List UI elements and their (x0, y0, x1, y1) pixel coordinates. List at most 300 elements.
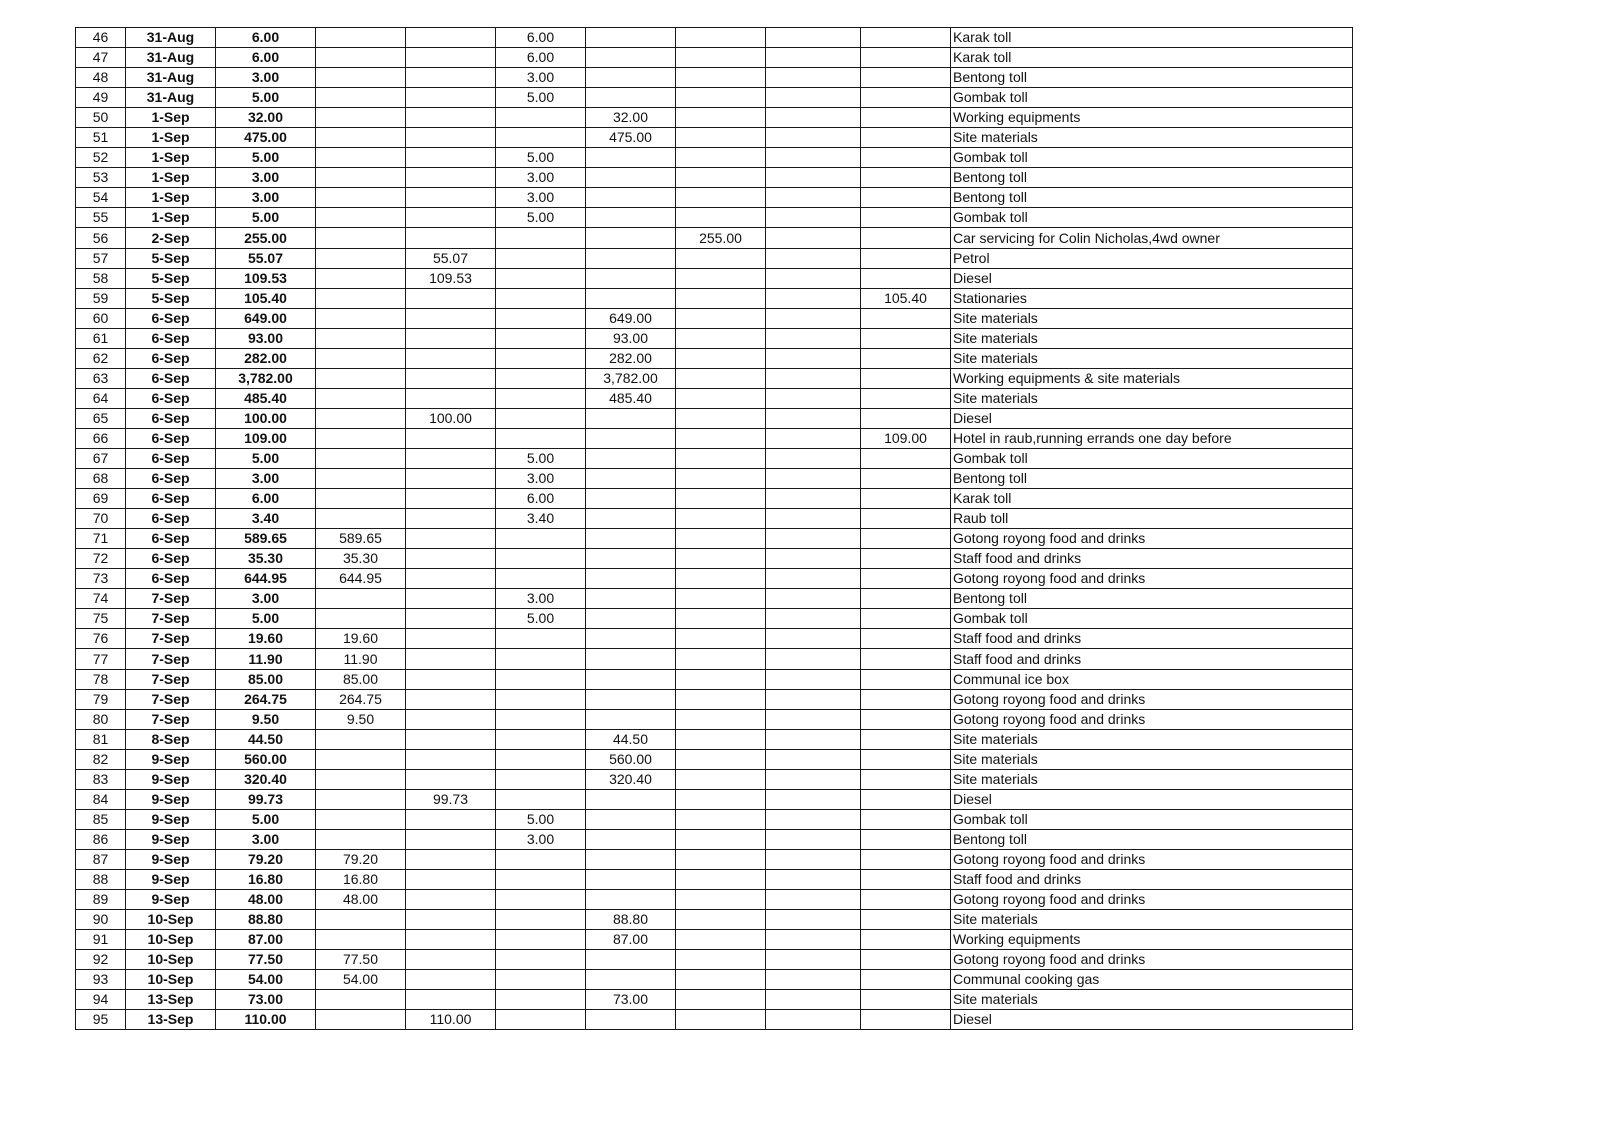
food-amount-cell (316, 509, 406, 529)
date-cell: 5-Sep (126, 268, 216, 288)
misc-amount-cell (861, 549, 951, 569)
fuel-amount-cell (406, 609, 496, 629)
row-number: 60 (76, 308, 126, 328)
misc-amount-cell (861, 769, 951, 789)
empty-amount-cell (766, 408, 861, 428)
servicing-amount-cell (676, 509, 766, 529)
total-amount-cell: 5.00 (216, 448, 316, 468)
table-row (76, 950, 1353, 970)
description-cell: Site materials (951, 729, 1353, 749)
materials-amount-cell (586, 1010, 676, 1030)
table-row (76, 368, 1353, 388)
table-row (76, 769, 1353, 789)
description-cell: Working equipments & site materials (951, 368, 1353, 388)
materials-amount-cell (586, 248, 676, 268)
food-amount-cell (316, 448, 406, 468)
misc-amount-cell (861, 869, 951, 889)
materials-amount-cell (586, 148, 676, 168)
date-cell: 1-Sep (126, 108, 216, 128)
row-number: 72 (76, 549, 126, 569)
table-row (76, 168, 1353, 188)
toll-amount-cell (496, 108, 586, 128)
food-amount-cell: 48.00 (316, 890, 406, 910)
date-cell: 31-Aug (126, 88, 216, 108)
toll-amount-cell (496, 288, 586, 308)
description-cell: Car servicing for Colin Nicholas,4wd owner (951, 228, 1353, 248)
date-cell: 1-Sep (126, 148, 216, 168)
toll-amount-cell (496, 549, 586, 569)
fuel-amount-cell (406, 910, 496, 930)
date-cell: 10-Sep (126, 970, 216, 990)
materials-amount-cell: 88.80 (586, 910, 676, 930)
toll-amount-cell (496, 849, 586, 869)
row-number: 49 (76, 88, 126, 108)
row-number: 86 (76, 829, 126, 849)
materials-amount-cell (586, 849, 676, 869)
total-amount-cell: 5.00 (216, 208, 316, 228)
food-amount-cell (316, 428, 406, 448)
description-cell: Bentong toll (951, 829, 1353, 849)
empty-amount-cell (766, 489, 861, 509)
total-amount-cell: 77.50 (216, 950, 316, 970)
empty-amount-cell (766, 669, 861, 689)
materials-amount-cell: 475.00 (586, 128, 676, 148)
empty-amount-cell (766, 28, 861, 48)
fuel-amount-cell (406, 589, 496, 609)
date-cell: 2-Sep (126, 228, 216, 248)
date-cell: 10-Sep (126, 930, 216, 950)
materials-amount-cell (586, 168, 676, 188)
total-amount-cell: 320.40 (216, 769, 316, 789)
total-amount-cell: 255.00 (216, 228, 316, 248)
row-number: 88 (76, 869, 126, 889)
total-amount-cell: 85.00 (216, 669, 316, 689)
materials-amount-cell (586, 489, 676, 509)
toll-amount-cell (496, 869, 586, 889)
toll-amount-cell: 3.00 (496, 188, 586, 208)
empty-amount-cell (766, 769, 861, 789)
date-cell: 1-Sep (126, 188, 216, 208)
food-amount-cell (316, 168, 406, 188)
table-row (76, 970, 1353, 990)
materials-amount-cell (586, 829, 676, 849)
fuel-amount-cell: 55.07 (406, 248, 496, 268)
materials-amount-cell (586, 629, 676, 649)
table-row (76, 709, 1353, 729)
row-number: 94 (76, 990, 126, 1010)
materials-amount-cell (586, 188, 676, 208)
date-cell: 5-Sep (126, 288, 216, 308)
misc-amount-cell (861, 188, 951, 208)
fuel-amount-cell: 100.00 (406, 408, 496, 428)
table-row (76, 68, 1353, 88)
food-amount-cell (316, 28, 406, 48)
fuel-amount-cell (406, 228, 496, 248)
toll-amount-cell (496, 950, 586, 970)
toll-amount-cell: 3.00 (496, 829, 586, 849)
servicing-amount-cell (676, 248, 766, 268)
empty-amount-cell (766, 569, 861, 589)
description-cell: Gombak toll (951, 88, 1353, 108)
row-number: 52 (76, 148, 126, 168)
food-amount-cell (316, 789, 406, 809)
servicing-amount-cell (676, 809, 766, 829)
food-amount-cell (316, 208, 406, 228)
fuel-amount-cell (406, 188, 496, 208)
misc-amount-cell (861, 589, 951, 609)
toll-amount-cell (496, 649, 586, 669)
toll-amount-cell (496, 749, 586, 769)
table-row (76, 469, 1353, 489)
toll-amount-cell: 3.00 (496, 68, 586, 88)
date-cell: 7-Sep (126, 689, 216, 709)
total-amount-cell: 5.00 (216, 609, 316, 629)
table-row (76, 910, 1353, 930)
toll-amount-cell: 6.00 (496, 489, 586, 509)
description-cell: Gotong royong food and drinks (951, 709, 1353, 729)
materials-amount-cell (586, 569, 676, 589)
date-cell: 10-Sep (126, 950, 216, 970)
toll-amount-cell: 5.00 (496, 148, 586, 168)
row-number: 59 (76, 288, 126, 308)
materials-amount-cell (586, 68, 676, 88)
description-cell: Gotong royong food and drinks (951, 529, 1353, 549)
servicing-amount-cell (676, 348, 766, 368)
total-amount-cell: 3.00 (216, 168, 316, 188)
total-amount-cell: 6.00 (216, 489, 316, 509)
servicing-amount-cell (676, 1010, 766, 1030)
description-cell: Diesel (951, 268, 1353, 288)
materials-amount-cell (586, 448, 676, 468)
description-cell: Diesel (951, 408, 1353, 428)
toll-amount-cell (496, 348, 586, 368)
misc-amount-cell (861, 68, 951, 88)
row-number: 90 (76, 910, 126, 930)
row-number: 50 (76, 108, 126, 128)
date-cell: 31-Aug (126, 68, 216, 88)
total-amount-cell: 5.00 (216, 809, 316, 829)
empty-amount-cell (766, 388, 861, 408)
date-cell: 31-Aug (126, 48, 216, 68)
food-amount-cell: 19.60 (316, 629, 406, 649)
description-cell: Gombak toll (951, 208, 1353, 228)
food-amount-cell (316, 1010, 406, 1030)
total-amount-cell: 55.07 (216, 248, 316, 268)
empty-amount-cell (766, 68, 861, 88)
fuel-amount-cell: 110.00 (406, 1010, 496, 1030)
food-amount-cell (316, 729, 406, 749)
toll-amount-cell: 6.00 (496, 48, 586, 68)
empty-amount-cell (766, 328, 861, 348)
misc-amount-cell (861, 368, 951, 388)
food-amount-cell (316, 769, 406, 789)
date-cell: 10-Sep (126, 910, 216, 930)
servicing-amount-cell (676, 168, 766, 188)
misc-amount-cell (861, 108, 951, 128)
date-cell: 9-Sep (126, 749, 216, 769)
empty-amount-cell (766, 348, 861, 368)
fuel-amount-cell (406, 88, 496, 108)
fuel-amount-cell (406, 809, 496, 829)
total-amount-cell: 3,782.00 (216, 368, 316, 388)
date-cell: 9-Sep (126, 769, 216, 789)
toll-amount-cell (496, 729, 586, 749)
row-number: 85 (76, 809, 126, 829)
misc-amount-cell (861, 489, 951, 509)
date-cell: 6-Sep (126, 348, 216, 368)
materials-amount-cell: 485.40 (586, 388, 676, 408)
misc-amount-cell (861, 950, 951, 970)
food-amount-cell (316, 128, 406, 148)
total-amount-cell: 485.40 (216, 388, 316, 408)
table-row (76, 48, 1353, 68)
row-number: 71 (76, 529, 126, 549)
date-cell: 1-Sep (126, 208, 216, 228)
description-cell: Bentong toll (951, 168, 1353, 188)
misc-amount-cell (861, 629, 951, 649)
empty-amount-cell (766, 428, 861, 448)
table-row (76, 348, 1353, 368)
row-number: 63 (76, 368, 126, 388)
table-row (76, 248, 1353, 268)
empty-amount-cell (766, 228, 861, 248)
row-number: 51 (76, 128, 126, 148)
row-number: 66 (76, 428, 126, 448)
empty-amount-cell (766, 729, 861, 749)
fuel-amount-cell (406, 148, 496, 168)
toll-amount-cell (496, 669, 586, 689)
servicing-amount-cell (676, 268, 766, 288)
row-number: 74 (76, 589, 126, 609)
food-amount-cell (316, 589, 406, 609)
fuel-amount-cell: 109.53 (406, 268, 496, 288)
misc-amount-cell (861, 408, 951, 428)
materials-amount-cell (586, 88, 676, 108)
toll-amount-cell: 3.00 (496, 469, 586, 489)
fuel-amount-cell (406, 950, 496, 970)
empty-amount-cell (766, 529, 861, 549)
table-row (76, 649, 1353, 669)
toll-amount-cell (496, 789, 586, 809)
description-cell: Site materials (951, 308, 1353, 328)
servicing-amount-cell (676, 469, 766, 489)
materials-amount-cell: 320.40 (586, 769, 676, 789)
date-cell: 13-Sep (126, 990, 216, 1010)
description-cell: Site materials (951, 749, 1353, 769)
description-cell: Karak toll (951, 48, 1353, 68)
empty-amount-cell (766, 509, 861, 529)
food-amount-cell: 589.65 (316, 529, 406, 549)
table-row (76, 629, 1353, 649)
table-row (76, 549, 1353, 569)
fuel-amount-cell (406, 68, 496, 88)
empty-amount-cell (766, 148, 861, 168)
description-cell: Gombak toll (951, 148, 1353, 168)
toll-amount-cell (496, 970, 586, 990)
empty-amount-cell (766, 448, 861, 468)
description-cell: Gombak toll (951, 448, 1353, 468)
food-amount-cell (316, 268, 406, 288)
servicing-amount-cell (676, 990, 766, 1010)
description-cell: Diesel (951, 789, 1353, 809)
materials-amount-cell (586, 208, 676, 228)
servicing-amount-cell (676, 729, 766, 749)
description-cell: Raub toll (951, 509, 1353, 529)
food-amount-cell (316, 829, 406, 849)
misc-amount-cell (861, 388, 951, 408)
servicing-amount-cell (676, 930, 766, 950)
row-number: 95 (76, 1010, 126, 1030)
description-cell: Site materials (951, 348, 1353, 368)
fuel-amount-cell (406, 388, 496, 408)
row-number: 80 (76, 709, 126, 729)
total-amount-cell: 32.00 (216, 108, 316, 128)
servicing-amount-cell (676, 388, 766, 408)
misc-amount-cell (861, 28, 951, 48)
table-row (76, 28, 1353, 48)
date-cell: 6-Sep (126, 529, 216, 549)
fuel-amount-cell (406, 649, 496, 669)
materials-amount-cell: 560.00 (586, 749, 676, 769)
servicing-amount-cell (676, 789, 766, 809)
misc-amount-cell (861, 749, 951, 769)
row-number: 87 (76, 849, 126, 869)
total-amount-cell: 264.75 (216, 689, 316, 709)
servicing-amount-cell (676, 288, 766, 308)
total-amount-cell: 6.00 (216, 28, 316, 48)
food-amount-cell (316, 148, 406, 168)
empty-amount-cell (766, 869, 861, 889)
toll-amount-cell (496, 328, 586, 348)
servicing-amount-cell (676, 829, 766, 849)
date-cell: 6-Sep (126, 509, 216, 529)
food-amount-cell: 35.30 (316, 549, 406, 569)
food-amount-cell: 644.95 (316, 569, 406, 589)
misc-amount-cell (861, 809, 951, 829)
empty-amount-cell (766, 829, 861, 849)
toll-amount-cell: 6.00 (496, 28, 586, 48)
food-amount-cell (316, 328, 406, 348)
food-amount-cell (316, 48, 406, 68)
row-number: 73 (76, 569, 126, 589)
food-amount-cell (316, 388, 406, 408)
food-amount-cell (316, 368, 406, 388)
table-row (76, 208, 1353, 228)
servicing-amount-cell (676, 970, 766, 990)
materials-amount-cell (586, 428, 676, 448)
misc-amount-cell (861, 930, 951, 950)
table-row (76, 308, 1353, 328)
servicing-amount-cell (676, 529, 766, 549)
empty-amount-cell (766, 629, 861, 649)
food-amount-cell (316, 108, 406, 128)
materials-amount-cell (586, 609, 676, 629)
description-cell: Site materials (951, 128, 1353, 148)
materials-amount-cell: 32.00 (586, 108, 676, 128)
fuel-amount-cell (406, 549, 496, 569)
description-cell: Communal ice box (951, 669, 1353, 689)
table-row (76, 88, 1353, 108)
materials-amount-cell: 93.00 (586, 328, 676, 348)
empty-amount-cell (766, 789, 861, 809)
total-amount-cell: 3.00 (216, 68, 316, 88)
description-cell: Site materials (951, 769, 1353, 789)
total-amount-cell: 3.00 (216, 188, 316, 208)
date-cell: 9-Sep (126, 829, 216, 849)
row-number: 77 (76, 649, 126, 669)
servicing-amount-cell (676, 368, 766, 388)
row-number: 70 (76, 509, 126, 529)
toll-amount-cell: 3.00 (496, 168, 586, 188)
date-cell: 7-Sep (126, 649, 216, 669)
description-cell: Gotong royong food and drinks (951, 849, 1353, 869)
total-amount-cell: 109.53 (216, 268, 316, 288)
materials-amount-cell (586, 28, 676, 48)
description-cell: Site materials (951, 910, 1353, 930)
row-number: 89 (76, 890, 126, 910)
fuel-amount-cell (406, 729, 496, 749)
row-number: 92 (76, 950, 126, 970)
fuel-amount-cell (406, 930, 496, 950)
date-cell: 5-Sep (126, 248, 216, 268)
food-amount-cell (316, 308, 406, 328)
empty-amount-cell (766, 809, 861, 829)
row-number: 55 (76, 208, 126, 228)
misc-amount-cell (861, 669, 951, 689)
fuel-amount-cell (406, 849, 496, 869)
servicing-amount-cell (676, 890, 766, 910)
toll-amount-cell (496, 709, 586, 729)
toll-amount-cell (496, 1010, 586, 1030)
total-amount-cell: 110.00 (216, 1010, 316, 1030)
materials-amount-cell (586, 469, 676, 489)
total-amount-cell: 35.30 (216, 549, 316, 569)
fuel-amount-cell (406, 669, 496, 689)
date-cell: 6-Sep (126, 328, 216, 348)
total-amount-cell: 87.00 (216, 930, 316, 950)
fuel-amount-cell (406, 749, 496, 769)
description-cell: Staff food and drinks (951, 869, 1353, 889)
food-amount-cell: 77.50 (316, 950, 406, 970)
fuel-amount-cell (406, 128, 496, 148)
total-amount-cell: 48.00 (216, 890, 316, 910)
servicing-amount-cell (676, 108, 766, 128)
food-amount-cell (316, 248, 406, 268)
toll-amount-cell: 3.00 (496, 589, 586, 609)
table-row (76, 128, 1353, 148)
date-cell: 9-Sep (126, 789, 216, 809)
food-amount-cell (316, 469, 406, 489)
table-row (76, 849, 1353, 869)
materials-amount-cell (586, 869, 676, 889)
food-amount-cell: 79.20 (316, 849, 406, 869)
fuel-amount-cell (406, 869, 496, 889)
materials-amount-cell (586, 589, 676, 609)
row-number: 47 (76, 48, 126, 68)
empty-amount-cell (766, 168, 861, 188)
description-cell: Diesel (951, 1010, 1353, 1030)
empty-amount-cell (766, 749, 861, 769)
servicing-amount-cell (676, 569, 766, 589)
food-amount-cell (316, 809, 406, 829)
empty-amount-cell (766, 589, 861, 609)
description-cell: Bentong toll (951, 589, 1353, 609)
servicing-amount-cell (676, 489, 766, 509)
description-cell: Staff food and drinks (951, 629, 1353, 649)
table-row (76, 729, 1353, 749)
misc-amount-cell (861, 890, 951, 910)
table-row (76, 689, 1353, 709)
